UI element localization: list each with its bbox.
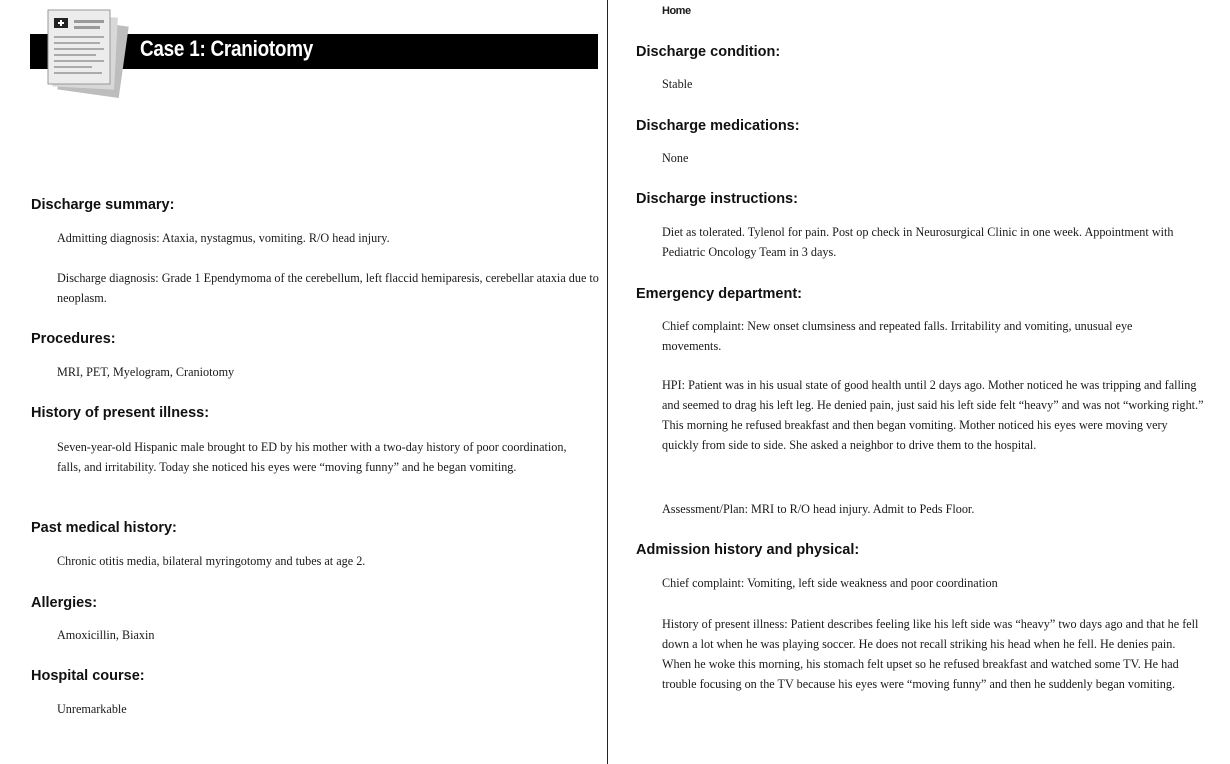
ed-assessment-plan: Assessment/Plan: MRI to R/O head injury. Admit to Peds Floor. bbox=[662, 502, 975, 516]
column-divider bbox=[607, 0, 608, 764]
discharge-condition-heading: Discharge condition: bbox=[636, 44, 781, 60]
hospital-course-text: Unremarkable bbox=[57, 702, 127, 716]
admission-hpi: History of present illness: Patient describes feeling like his left side was “heavy” two days ago and that he fell down a lot when he was playing soccer. He does not recall striking his head when he fell. He denies pain. When he woke this morning, his stomach felt upset so he refused breakfast and watched some TV. He had trouble focusing on the TV because his eyes were “moving funny” and then he suddenly began vomiting. bbox=[662, 617, 1199, 691]
admission-heading: Admission history and physical: bbox=[636, 542, 860, 558]
admitting-diagnosis: Admitting diagnosis: Ataxia, nystagmus, vomiting. R/O head injury. bbox=[57, 231, 390, 245]
hpi-text: Seven-year-old Hispanic male brought to ED by his mother with a two-day history of poor coordination, falls, and irritability. Today she noticed his eyes were “moving funny” and he began vomiting. bbox=[57, 440, 567, 474]
allergies-text: Amoxicillin, Biaxin bbox=[57, 628, 155, 642]
allergies-heading: Allergies: bbox=[31, 595, 98, 611]
discharge-summary-heading: Discharge summary: bbox=[31, 197, 175, 213]
procedures-text: MRI, PET, Myelogram, Craniotomy bbox=[57, 365, 235, 379]
emergency-department-heading: Emergency department: bbox=[636, 286, 802, 302]
pmh-heading: Past medical history: bbox=[31, 520, 177, 536]
admission-chief-complaint: Chief complaint: Vomiting, left side weakness and poor coordination bbox=[662, 576, 998, 590]
discharge-medications-text: None bbox=[662, 151, 689, 165]
discharge-instructions-text: Diet as tolerated. Tylenol for pain. Post op check in Neurosurgical Clinic in one week. Appointment with Pediatric Oncology Team in 3 days. bbox=[662, 225, 1174, 259]
hpi-heading: History of present illness: bbox=[31, 405, 210, 421]
pmh-text: Chronic otitis media, bilateral myringotomy and tubes at age 2. bbox=[57, 554, 366, 568]
discharge-disposition: Home bbox=[662, 5, 691, 17]
discharge-diagnosis: Discharge diagnosis: Grade 1 Ependymoma of the cerebellum, left flaccid hemiparesis, cerebellar ataxia due to neoplasm. bbox=[57, 271, 599, 305]
procedures-heading: Procedures: bbox=[31, 331, 116, 347]
medical-chart-icon bbox=[34, 2, 134, 98]
ed-hpi: HPI: Patient was in his usual state of good health until 2 days ago. Mother noticed he was tripping and falling and seemed to drag his left leg. He denied pain, just said his left side felt “heavy” and was not “working right.” This morning he refused breakfast and then began vomiting. Mother noticed his eyes were moving very quickly from side to side. She asked a neighbor to drive them to the hospital. bbox=[662, 378, 1204, 452]
discharge-medications-heading: Discharge medications: bbox=[636, 118, 800, 134]
hospital-course-heading: Hospital course: bbox=[31, 668, 145, 684]
ed-chief-complaint: Chief complaint: New onset clumsiness and repeated falls. Irritability and vomiting, unusual eye movements. bbox=[662, 319, 1133, 353]
page-title: Case 1: Craniotomy bbox=[140, 36, 314, 61]
discharge-instructions-heading: Discharge instructions: bbox=[636, 191, 798, 207]
discharge-condition-text: Stable bbox=[662, 77, 693, 91]
